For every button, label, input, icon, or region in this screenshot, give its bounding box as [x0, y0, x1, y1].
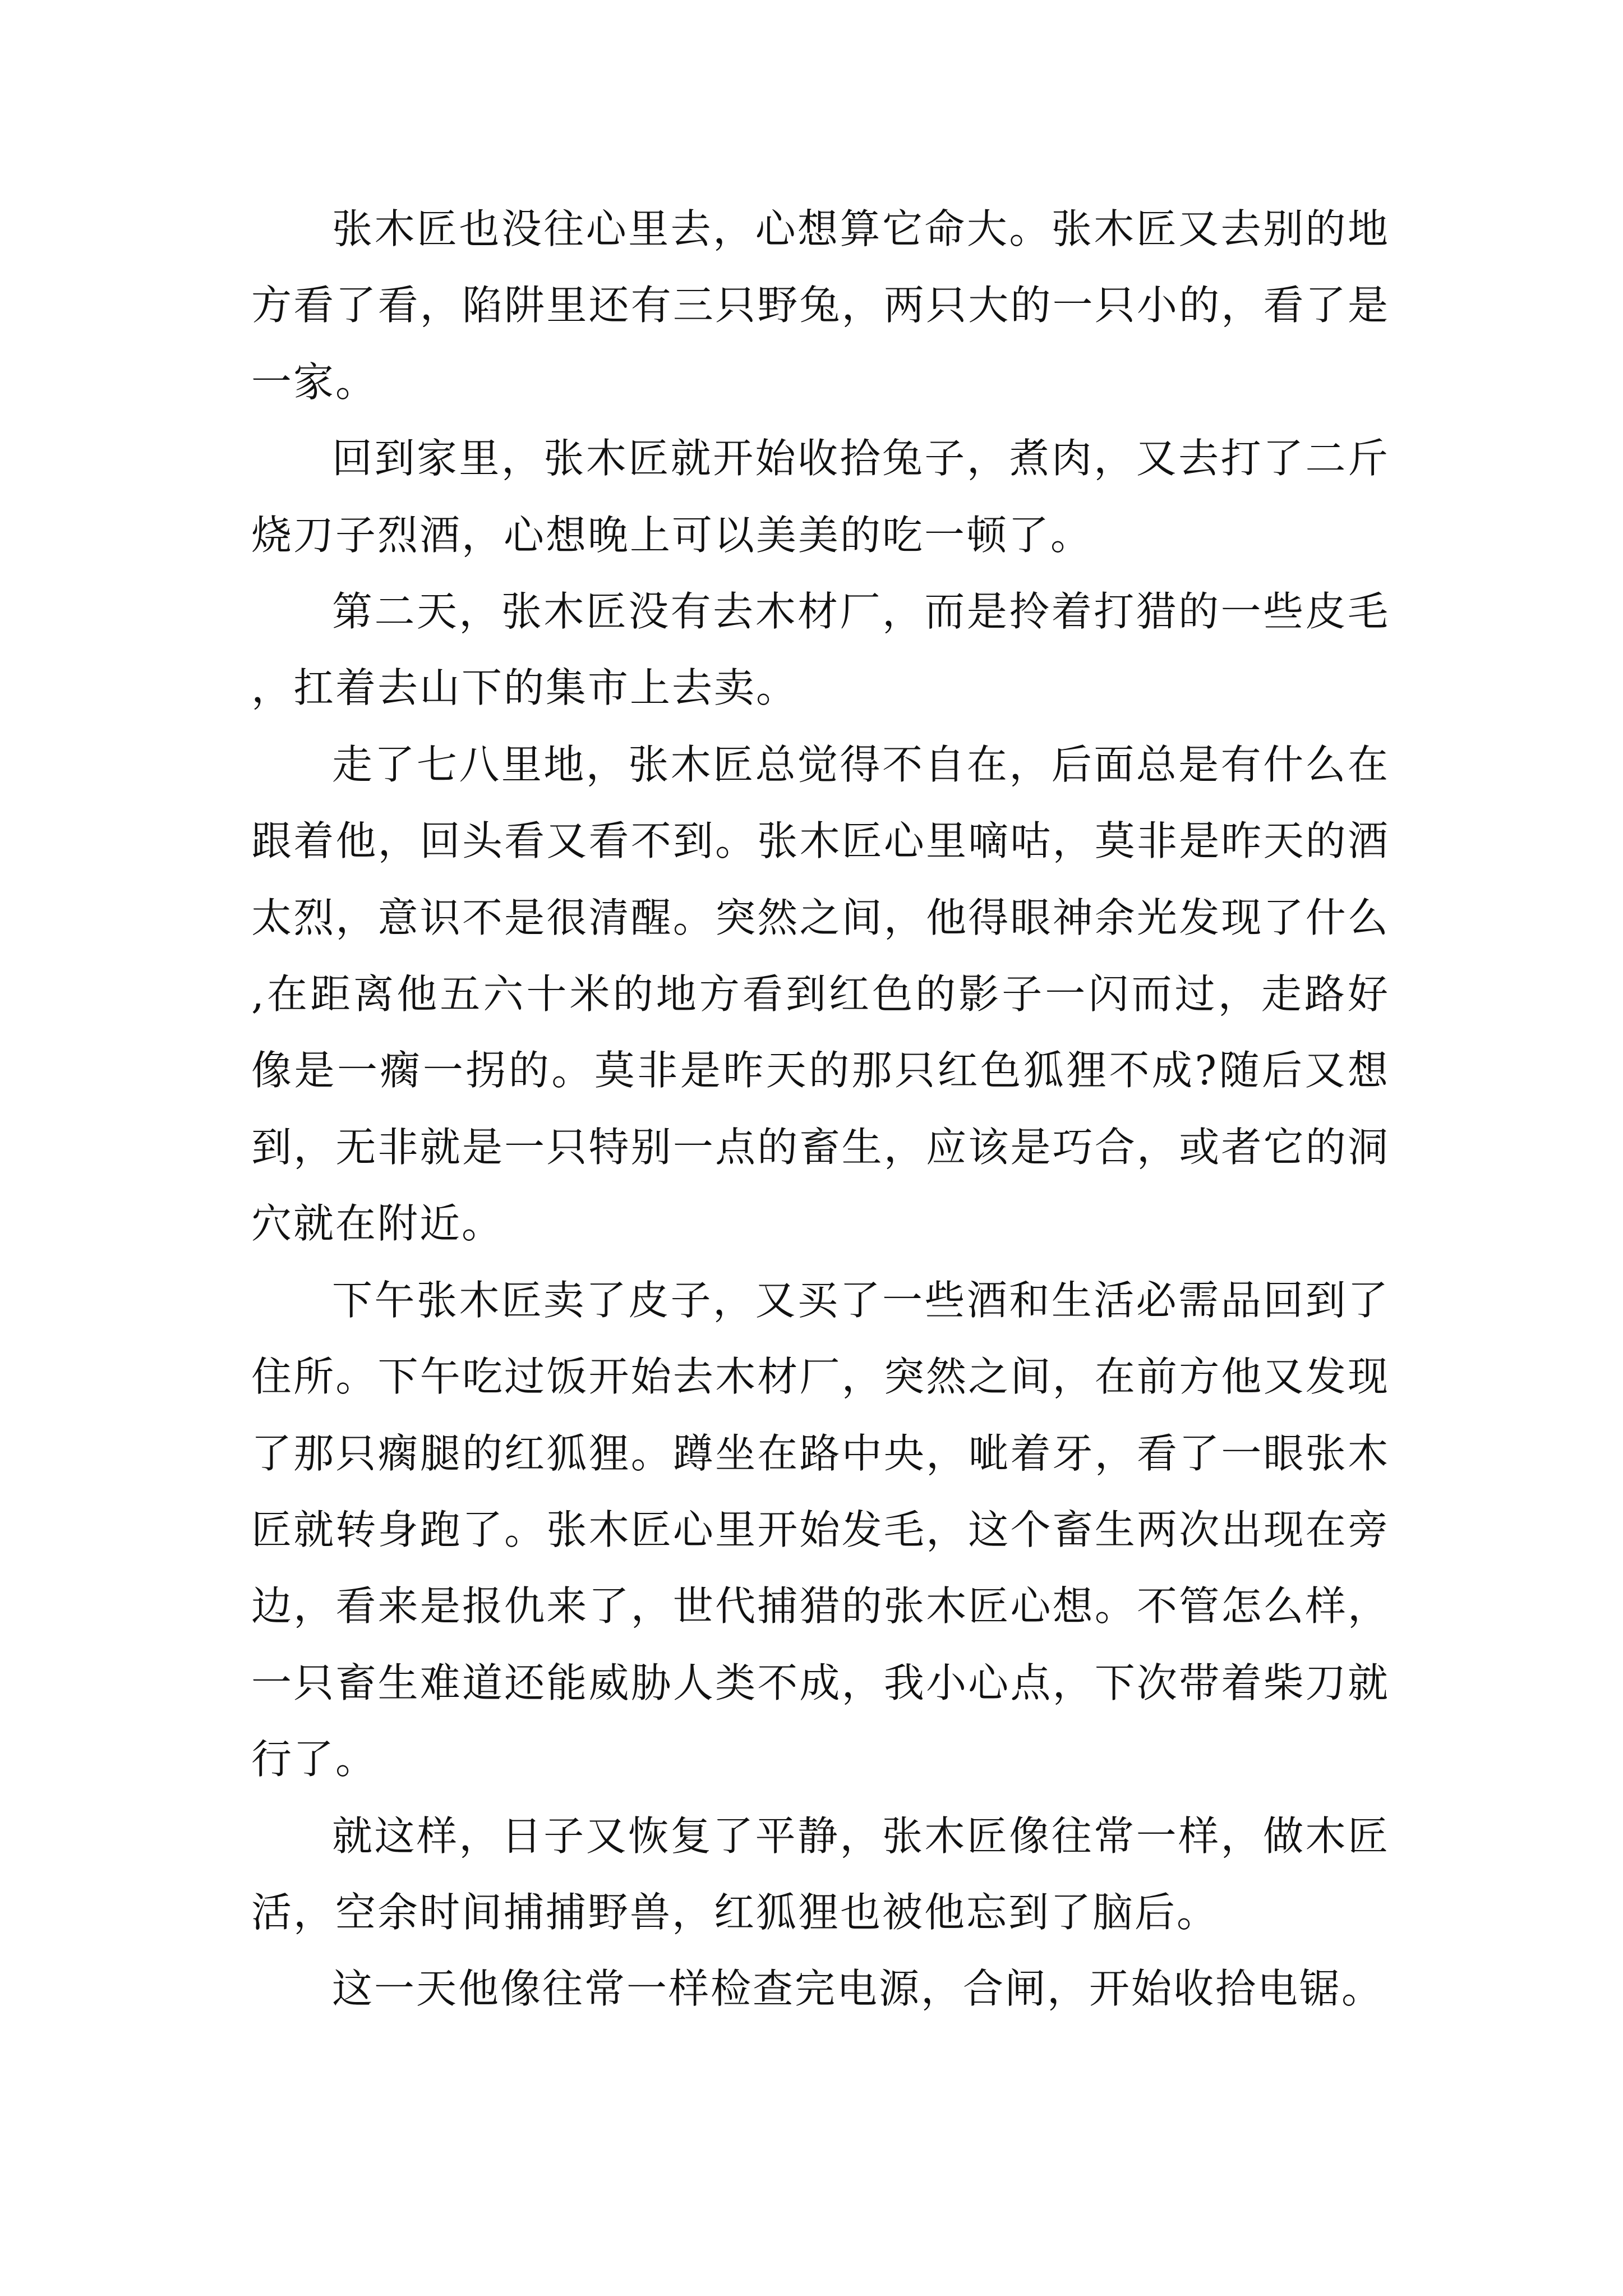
paragraph: 走了七八里地，张木匠总觉得不自在，后面总是有什么在跟着他，回头看又看不到。张木匠心里嘀咕，莫非是昨天的酒太烈，意识不是很清醒。突然之间，他得眼神余光发现了什么,在距离他五六十米的地方看到红色的影子一闪而过，走路好像是一瘸一拐的。莫非是昨天的那只红色狐狸不成?随后又想到，无非就是一只特别一点的畜生，应该是巧合，或者它的洞穴就在附近。	[251, 740, 1390, 1248]
paragraph: 下午张木匠卖了皮子，又买了一些酒和生活必需品回到了住所。下午吃过饭开始去木材厂，突然之间，在前方他又发现了那只瘸腿的红狐狸。蹲坐在路中央，呲着牙，看了一眼张木匠就转身跑了。张木匠心里开始发毛，这个畜生两次出现在旁边，看来是报仇来了，世代捕猎的张木匠心想。不管怎么样，一只畜生难道还能威胁人类不成，我小心点，下次带着柴刀就行了。	[251, 1276, 1390, 1783]
paragraph: 这一天他像往常一样检查完电源，合闸，开始收拾电锯。	[332, 1965, 1384, 2013]
paragraph: 就这样，日子又恢复了平静，张木匠像往常一样，做木匠活，空余时间捕捕野兽，红狐狸也被他忘到了脑后。	[251, 1812, 1390, 1936]
paragraph: 张木匠也没往心里去，心想算它命大。张木匠又去别的地方看了看，陷阱里还有三只野兔，两只大的一只小的，看了是一家。	[251, 205, 1390, 406]
story-body	[251, 191, 1390, 2027]
paragraph: 回到家里，张木匠就开始收拾兔子，煮肉，又去打了二斤烧刀子烈酒，心想晚上可以美美的吃一顿了。	[251, 435, 1390, 559]
paragraph: 第二天，张木匠没有去木材厂，而是拎着打猎的一些皮毛，扛着去山下的集市上去卖。	[251, 588, 1390, 712]
